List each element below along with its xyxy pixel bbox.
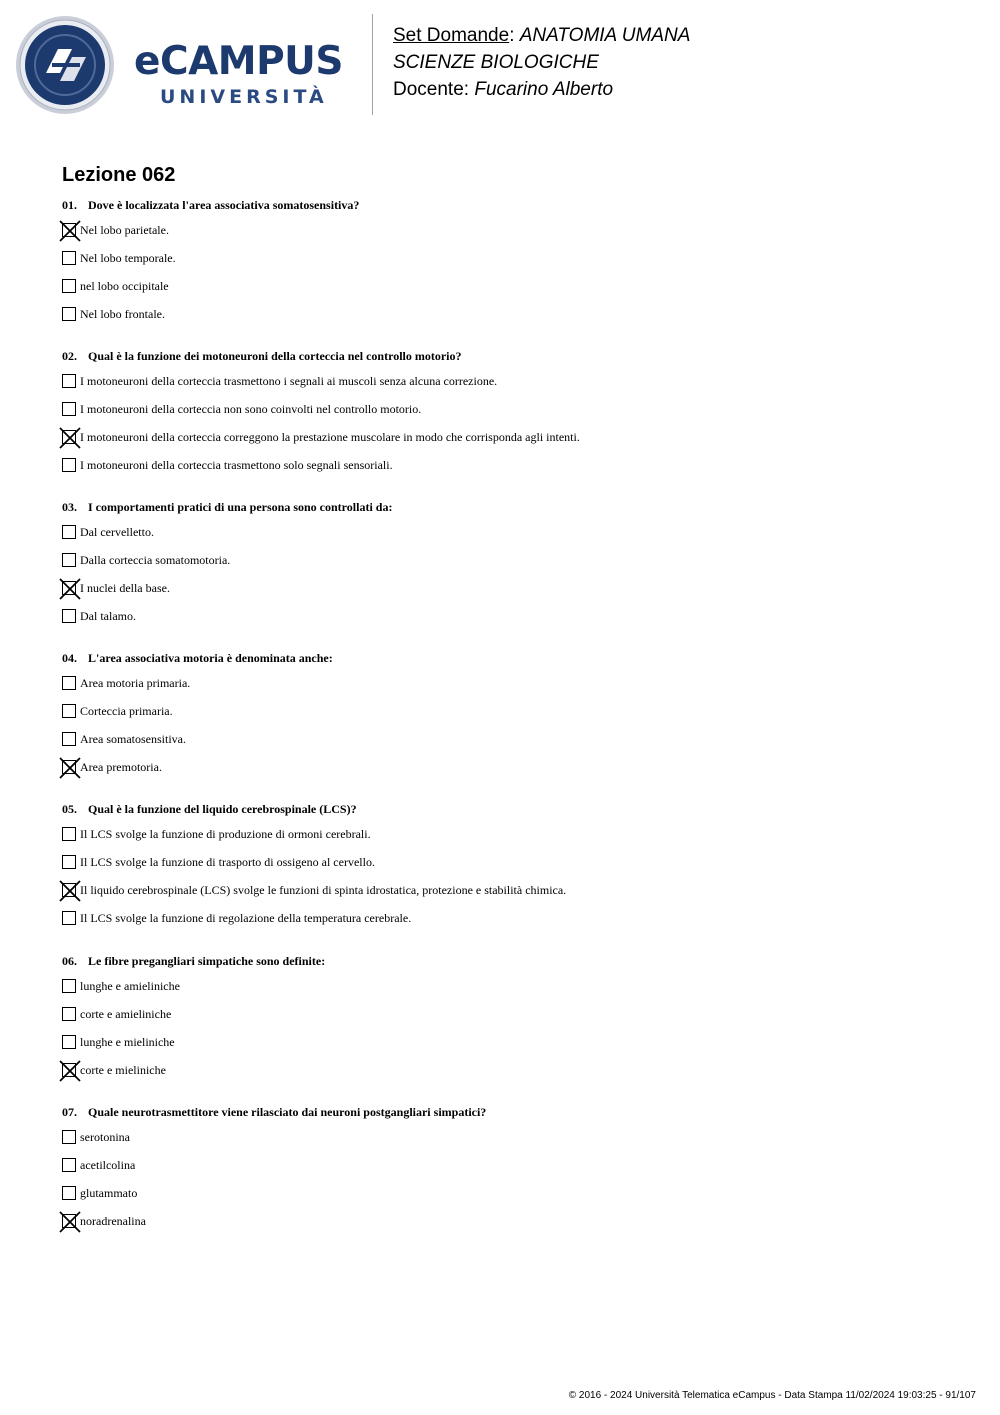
answer-option[interactable] [62,1059,962,1087]
answer-option[interactable] [62,1003,962,1031]
question-label: Dove è localizzata l'area associativa somatosensitiva? [88,198,360,212]
cross-mark-icon [60,758,80,778]
answer-option-label: Dal cervelletto. [80,525,154,539]
answer-option[interactable] [62,577,962,605]
course-value: SCIENZE BIOLOGICHE [393,52,599,73]
cross-mark-icon [60,428,80,448]
answer-option[interactable] [62,823,962,851]
checkbox[interactable] [62,1186,76,1200]
answer-option[interactable] [62,454,962,482]
checkbox[interactable] [62,732,76,746]
checkbox[interactable] [62,855,76,869]
answer-option[interactable] [62,1154,962,1182]
question-text [62,1104,962,1120]
question-block [62,1104,962,1238]
checkbox[interactable] [62,704,76,718]
checkbox[interactable] [62,979,76,993]
course-line [393,49,690,76]
question-label: Quale neurotrasmettitore viene rilasciato dai neuroni postgangliari simpatici? [88,1105,487,1119]
checkbox[interactable] [62,251,76,265]
answer-option-label: corte e mieliniche [80,1063,166,1077]
question-block [62,801,962,935]
answer-option[interactable] [62,549,962,577]
answer-option-label: Area motoria primaria. [80,676,191,690]
answer-option-label: Nel lobo parietale. [80,223,169,237]
checkbox-checked[interactable] [62,883,76,897]
question-text [62,348,962,364]
checkbox[interactable] [62,279,76,293]
page-footer: © 2016 - 2024 Università Telematica eCampus - Data Stampa 11/02/2024 19:03:25 - 91/107 [568,1390,976,1401]
answer-option[interactable] [62,219,962,247]
answer-option[interactable] [62,275,962,303]
teacher-line: Docente: Fucarino Alberto [393,79,614,100]
page-header [0,0,1000,130]
checkbox[interactable] [62,1035,76,1049]
checkbox[interactable] [62,553,76,567]
answer-option-label: nel lobo occipitale [80,279,169,293]
checkbox-checked[interactable] [62,760,76,774]
checkbox[interactable] [62,458,76,472]
cross-mark-icon [60,579,80,599]
answer-option[interactable] [62,672,962,700]
answer-option-label: Dalla corteccia somatomotoria. [80,553,231,567]
lesson-title: Lezione 062 [62,164,176,186]
answer-option-label: Il LCS svolge la funzione di regolazione della temperatura cerebrale. [80,911,412,925]
answer-option-label: noradrenalina [80,1214,146,1228]
set-value: ANATOMIA UMANA [519,25,691,46]
checkbox[interactable] [62,676,76,690]
answer-option[interactable] [62,605,962,633]
checkbox[interactable] [62,609,76,623]
question-text [62,953,962,969]
answer-option[interactable] [62,975,962,1003]
answer-option-label: Area premotoria. [80,760,162,774]
checkbox[interactable] [62,374,76,388]
answer-option-label: Dal talamo. [80,609,136,623]
answer-option[interactable] [62,756,962,784]
answer-option-label: I motoneuroni della corteccia correggono la prestazione muscolare in modo che corrisponda agli intenti. [80,430,580,444]
checkbox[interactable] [62,402,76,416]
checkbox-checked[interactable] [62,1214,76,1228]
answer-option[interactable] [62,426,962,454]
cross-mark-icon [60,1212,80,1232]
checkbox[interactable] [62,1130,76,1144]
answer-option[interactable] [62,1031,962,1059]
answer-option[interactable] [62,370,962,398]
header-divider [372,14,373,115]
answer-option-label: lunghe e amieliniche [80,979,180,993]
checkbox-checked[interactable] [62,430,76,444]
checkbox[interactable] [62,525,76,539]
answer-option-label: Nel lobo temporale. [80,251,176,265]
question-block [62,650,962,784]
checkbox-checked[interactable] [62,1063,76,1077]
question-number: 03. [62,500,77,514]
answer-option[interactable] [62,1210,962,1238]
teacher-label: Docente [393,79,464,100]
set-line: Set Domande: ANATOMIA UMANA [393,25,691,46]
cross-mark-icon [60,221,80,241]
answer-option-label: Nel lobo frontale. [80,307,165,321]
answer-option[interactable] [62,1126,962,1154]
question-text [62,650,962,666]
question-label: I comportamenti pratici di una persona sono controllati da: [88,500,393,514]
answer-option[interactable] [62,879,962,907]
set-label: Set Domande [393,25,510,46]
question-label: Le fibre pregangliari simpatiche sono definite: [88,954,326,968]
question-number: 02. [62,349,77,363]
answer-option-label: I nuclei della base. [80,581,170,595]
question-block [62,499,962,633]
answer-option-label: Corteccia primaria. [80,704,173,718]
question-label: Qual è la funzione dei motoneuroni della corteccia nel controllo motorio? [88,349,462,363]
ecampus-subtitle: UNIVERSITÀ [160,86,328,108]
question-number: 07. [62,1105,77,1119]
checkbox[interactable] [62,1158,76,1172]
answer-option-label: acetilcolina [80,1158,136,1172]
question-text [62,801,962,817]
answer-option[interactable] [62,700,962,728]
question-number: 04. [62,651,77,665]
checkbox[interactable] [62,1007,76,1021]
answer-option-label: I motoneuroni della corteccia non sono coinvolti nel controllo motorio. [80,402,422,416]
question-number: 01. [62,198,77,212]
cross-mark-icon [60,881,80,901]
question-block [62,348,962,482]
question-block [62,197,962,331]
answer-option-label: I motoneuroni della corteccia trasmettono solo segnali sensoriali. [80,458,393,472]
answer-option-label: I motoneuroni della corteccia trasmettono i segnali ai muscoli senza alcuna correzione. [80,374,498,388]
answer-option-label: Il LCS svolge la funzione di trasporto di ossigeno al cervello. [80,855,375,869]
checkbox[interactable] [62,827,76,841]
answer-option-label: glutammato [80,1186,138,1200]
answer-option[interactable] [62,1182,962,1210]
answer-option[interactable] [62,303,962,331]
cross-mark-icon [60,1061,80,1081]
checkbox[interactable] [62,911,76,925]
answer-option-label: serotonina [80,1130,130,1144]
ecampus-seal-logo [14,15,116,115]
answer-option[interactable] [62,398,962,426]
checkbox[interactable] [62,307,76,321]
answer-option[interactable] [62,247,962,275]
ecampus-wordmark: eCAMPUS [134,39,343,84]
answer-option-label: Il liquido cerebrospinale (LCS) svolge le funzioni di spinta idrostatica, protezione e stabilità chimica. [80,883,567,897]
question-label: Qual è la funzione del liquido cerebrospinale (LCS)? [88,802,357,816]
answer-option[interactable] [62,907,962,935]
teacher-value: Fucarino Alberto [474,79,614,100]
answer-option[interactable] [62,728,962,756]
question-block [62,953,962,1087]
answer-option[interactable] [62,851,962,879]
answer-option-label: Il LCS svolge la funzione di produzione di ormoni cerebrali. [80,827,371,841]
question-text [62,499,962,515]
answer-option-label: lunghe e mieliniche [80,1035,175,1049]
answer-option-label: corte e amieliniche [80,1007,172,1021]
answer-option-label: Area somatosensitiva. [80,732,186,746]
checkbox-checked[interactable] [62,223,76,237]
checkbox-checked[interactable] [62,581,76,595]
header-info [393,22,690,103]
question-number: 06. [62,954,77,968]
question-number: 05. [62,802,77,816]
question-text [62,197,962,213]
question-label: L'area associativa motoria è denominata anche: [88,651,333,665]
answer-option[interactable] [62,521,962,549]
